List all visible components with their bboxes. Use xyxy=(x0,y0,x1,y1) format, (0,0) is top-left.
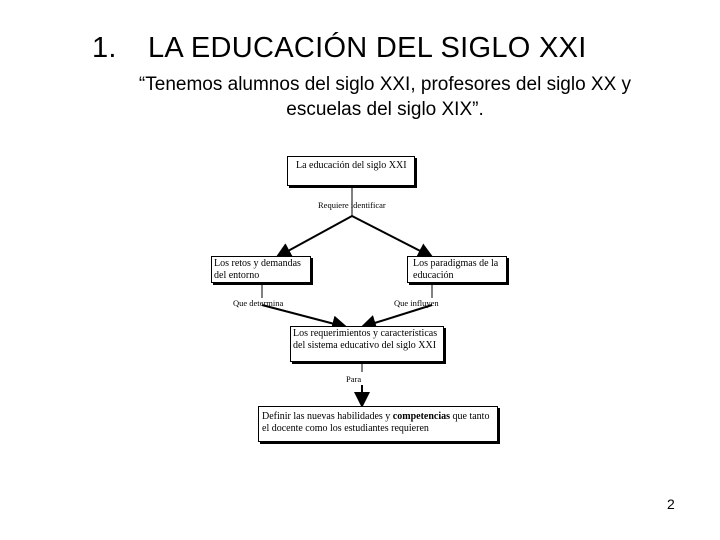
label-para: Para xyxy=(346,374,362,384)
slide-title-number: 1. xyxy=(92,32,117,64)
page-number: 2 xyxy=(667,496,675,512)
box-definir-habilidades xyxy=(258,406,498,442)
box-retos-demandas: Los retos y demandas del entorno xyxy=(211,256,311,283)
box-definir-text-after: que tanto el docente como los estudiantes requieren xyxy=(262,411,490,434)
box-definir-text-before: Definir las nuevas habilidades y xyxy=(262,411,393,422)
box-paradigmas: Los paradigmas de la educación xyxy=(407,256,507,283)
quote-text: “Tenemos alumnos del siglo XXI, profesores del siglo XX y escuelas del siglo XIX”. xyxy=(138,74,632,120)
label-que-influyen: Que influyen xyxy=(394,298,439,308)
slide-title-text: LA EDUCACIÓN DEL SIGLO XXI xyxy=(148,32,587,64)
box-definir-keyword: competencias xyxy=(392,411,451,422)
box-educacion-siglo-xxi: La educación del siglo XXI xyxy=(287,156,415,186)
box-requerimientos: Los requerimientos y características del sistema educativo del siglo XXI xyxy=(290,326,444,362)
label-requiere-identificar: Requiere identificar xyxy=(318,200,386,210)
label-que-determina: Que determina xyxy=(233,298,284,308)
